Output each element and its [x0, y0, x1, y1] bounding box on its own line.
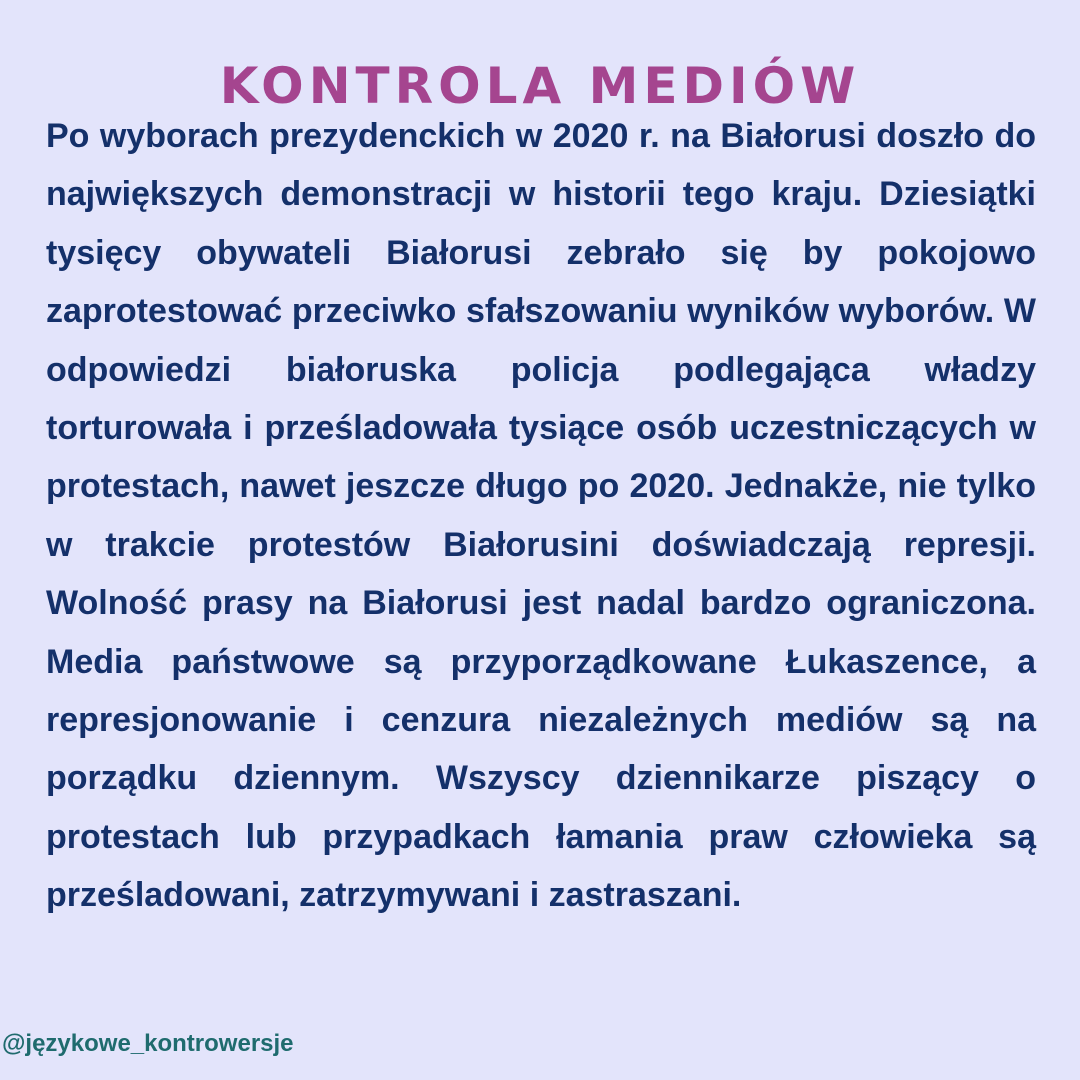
post-body-text: Po wyborach prezydenckich w 2020 r. na Białorusi doszło do największych demonstracji w historii tego kraju. Dziesiątki tysięcy obywateli Białorusi zebrało się by pokojowo zaprotestować przeciwko sfałszowaniu wyników wyborów. W odpowiedzi białoruska policja podlegająca władzy torturowała i prześladowała tysiące osób uczestniczących w protestach, nawet jeszcze długo po 2020. Jednakże, nie tylko w trakcie protestów Białorusini doświadczają represji. Wolność prasy na Białorusi jest nadal bardzo ograniczona. Media państwowe są przyporządkowane Łukaszence, a represjonowanie i cenzura niezależnych mediów są na porządku dziennym. Wszyscy dziennikarze piszący o protestach lub przypadkach łamania praw człowieka są prześladowani, zatrzymywani i zastraszani. [46, 117, 1036, 915]
post-title: KONTROLA MEDIÓW [219, 56, 861, 115]
author-handle: @językowe_kontrowersje [2, 1030, 294, 1057]
